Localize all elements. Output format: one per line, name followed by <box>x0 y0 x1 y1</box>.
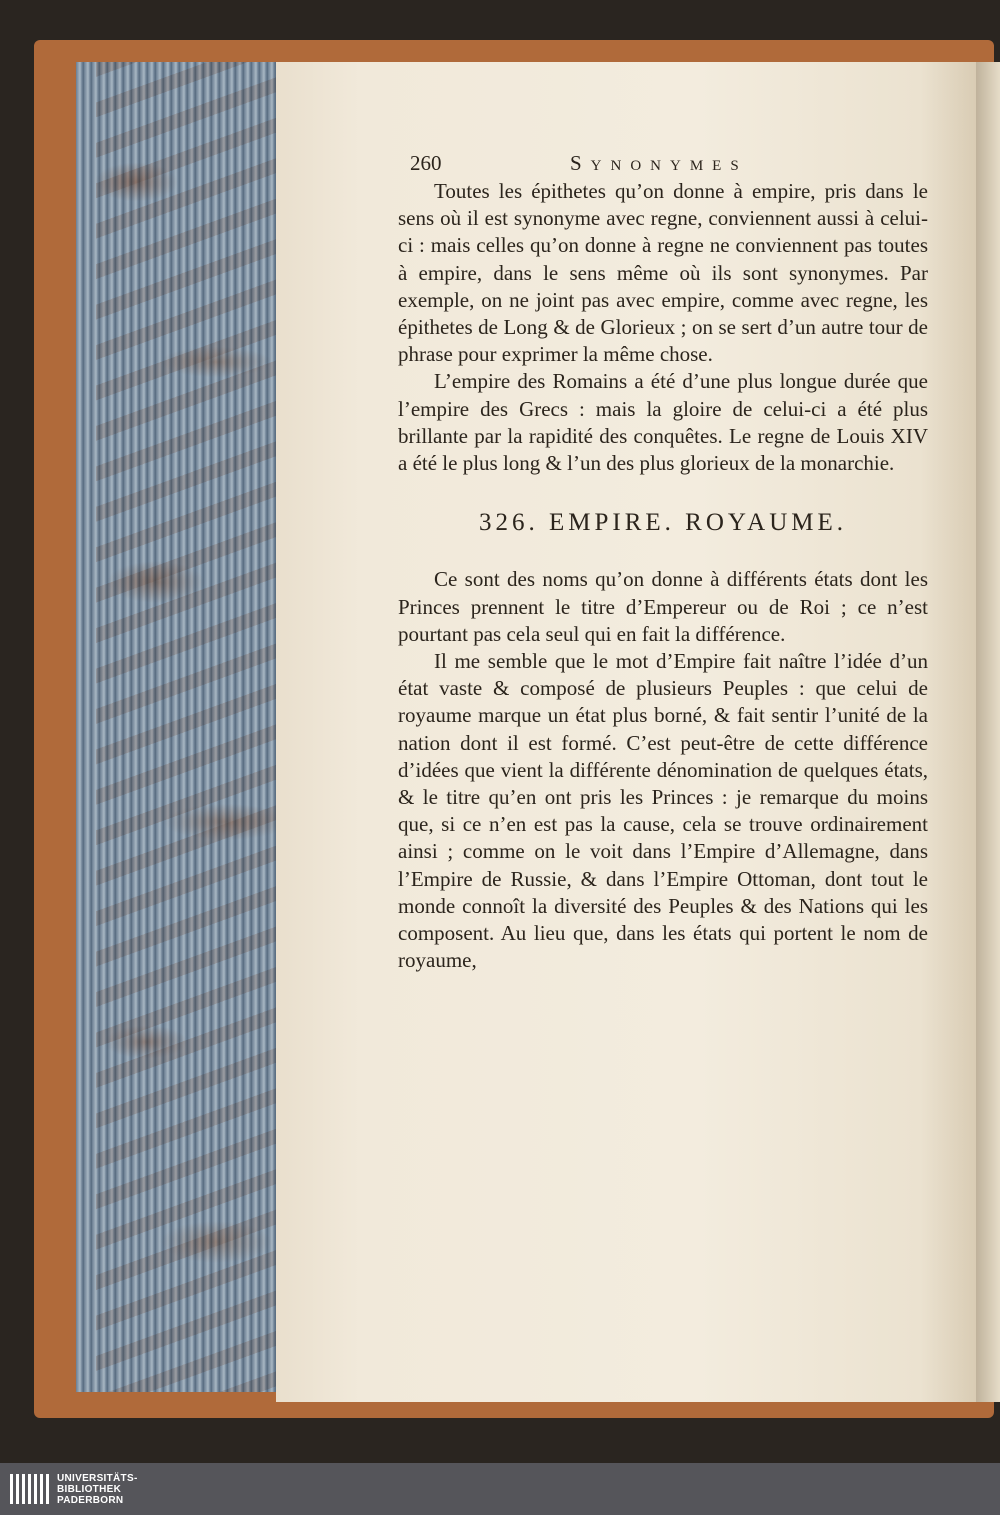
paragraph: Ce sont des noms qu’on donne à différents états dont les Princes prennent le titre d’Empereur ou de Roi ; ce n’est pourtant pas cela seul qui en fait la différence. <box>398 567 928 646</box>
library-name-line: BIBLIOTHEK <box>57 1483 122 1495</box>
library-name-line: PADERBORN <box>57 1494 124 1506</box>
paragraph: Il me semble que le mot d’Empire fait naître l’idée d’un état vaste & composé de plusieurs Peuples : que celui de royaume marque un état plus borné, & fait sentir l’unité de la nation dont il est formé. C’est peut-être de cette différence d’idées que vient la différente dénomination de quelques états, & le titre qu’en ont pris les Princes : je remarque du moins que, si ce n’en est pas la cause, cela se trouve ordinairement ainsi ; comme on le voit dans l’Empire d’Allemagne, dans l’Empire de Russie, & dans l’Empire Ottoman, dont tout le monde connoît la diversité des Peuples & des Nations qui les composent. Au lieu que, dans les états qui portent le nom de royaume, <box>398 649 928 973</box>
library-name-line: UNIVERSITÄTS- <box>57 1472 138 1484</box>
library-footer <box>0 1463 1000 1515</box>
running-head <box>398 150 928 178</box>
marbled-edge <box>96 62 276 1392</box>
paragraph: L’empire des Romains a été d’une plus longue durée que l’empire des Grecs : mais la gloire de celui-ci a été plus brillante par la rapidité des conquêtes. Le regne de Louis XIV a été le plus long & l’un des plus glorieux de la monarchie. <box>398 369 928 476</box>
page-number: 260 <box>410 151 442 175</box>
section-heading: 326. EMPIRE. ROYAUME. <box>478 509 848 537</box>
library-logo-icon <box>10 1474 49 1504</box>
page-text <box>398 150 928 974</box>
paragraph: Toutes les épithetes qu’on donne à empire, pris dans le sens où il est synonyme avec regne, conviennent aussi à celui-ci : mais celles qu’on donne à regne ne conviennent pas toutes à empire, dans le sens même où ils sont synonymes. Par exemple, on ne joint pas avec empire, comme avec regne, les épithetes de Long & de Glorieux ; on se sert d’un autre tour de phrase pour exprimer la même chose. <box>398 179 928 367</box>
library-name <box>57 1473 138 1506</box>
running-title: Synonymes <box>570 151 748 175</box>
facing-page-edge <box>976 62 1000 1402</box>
